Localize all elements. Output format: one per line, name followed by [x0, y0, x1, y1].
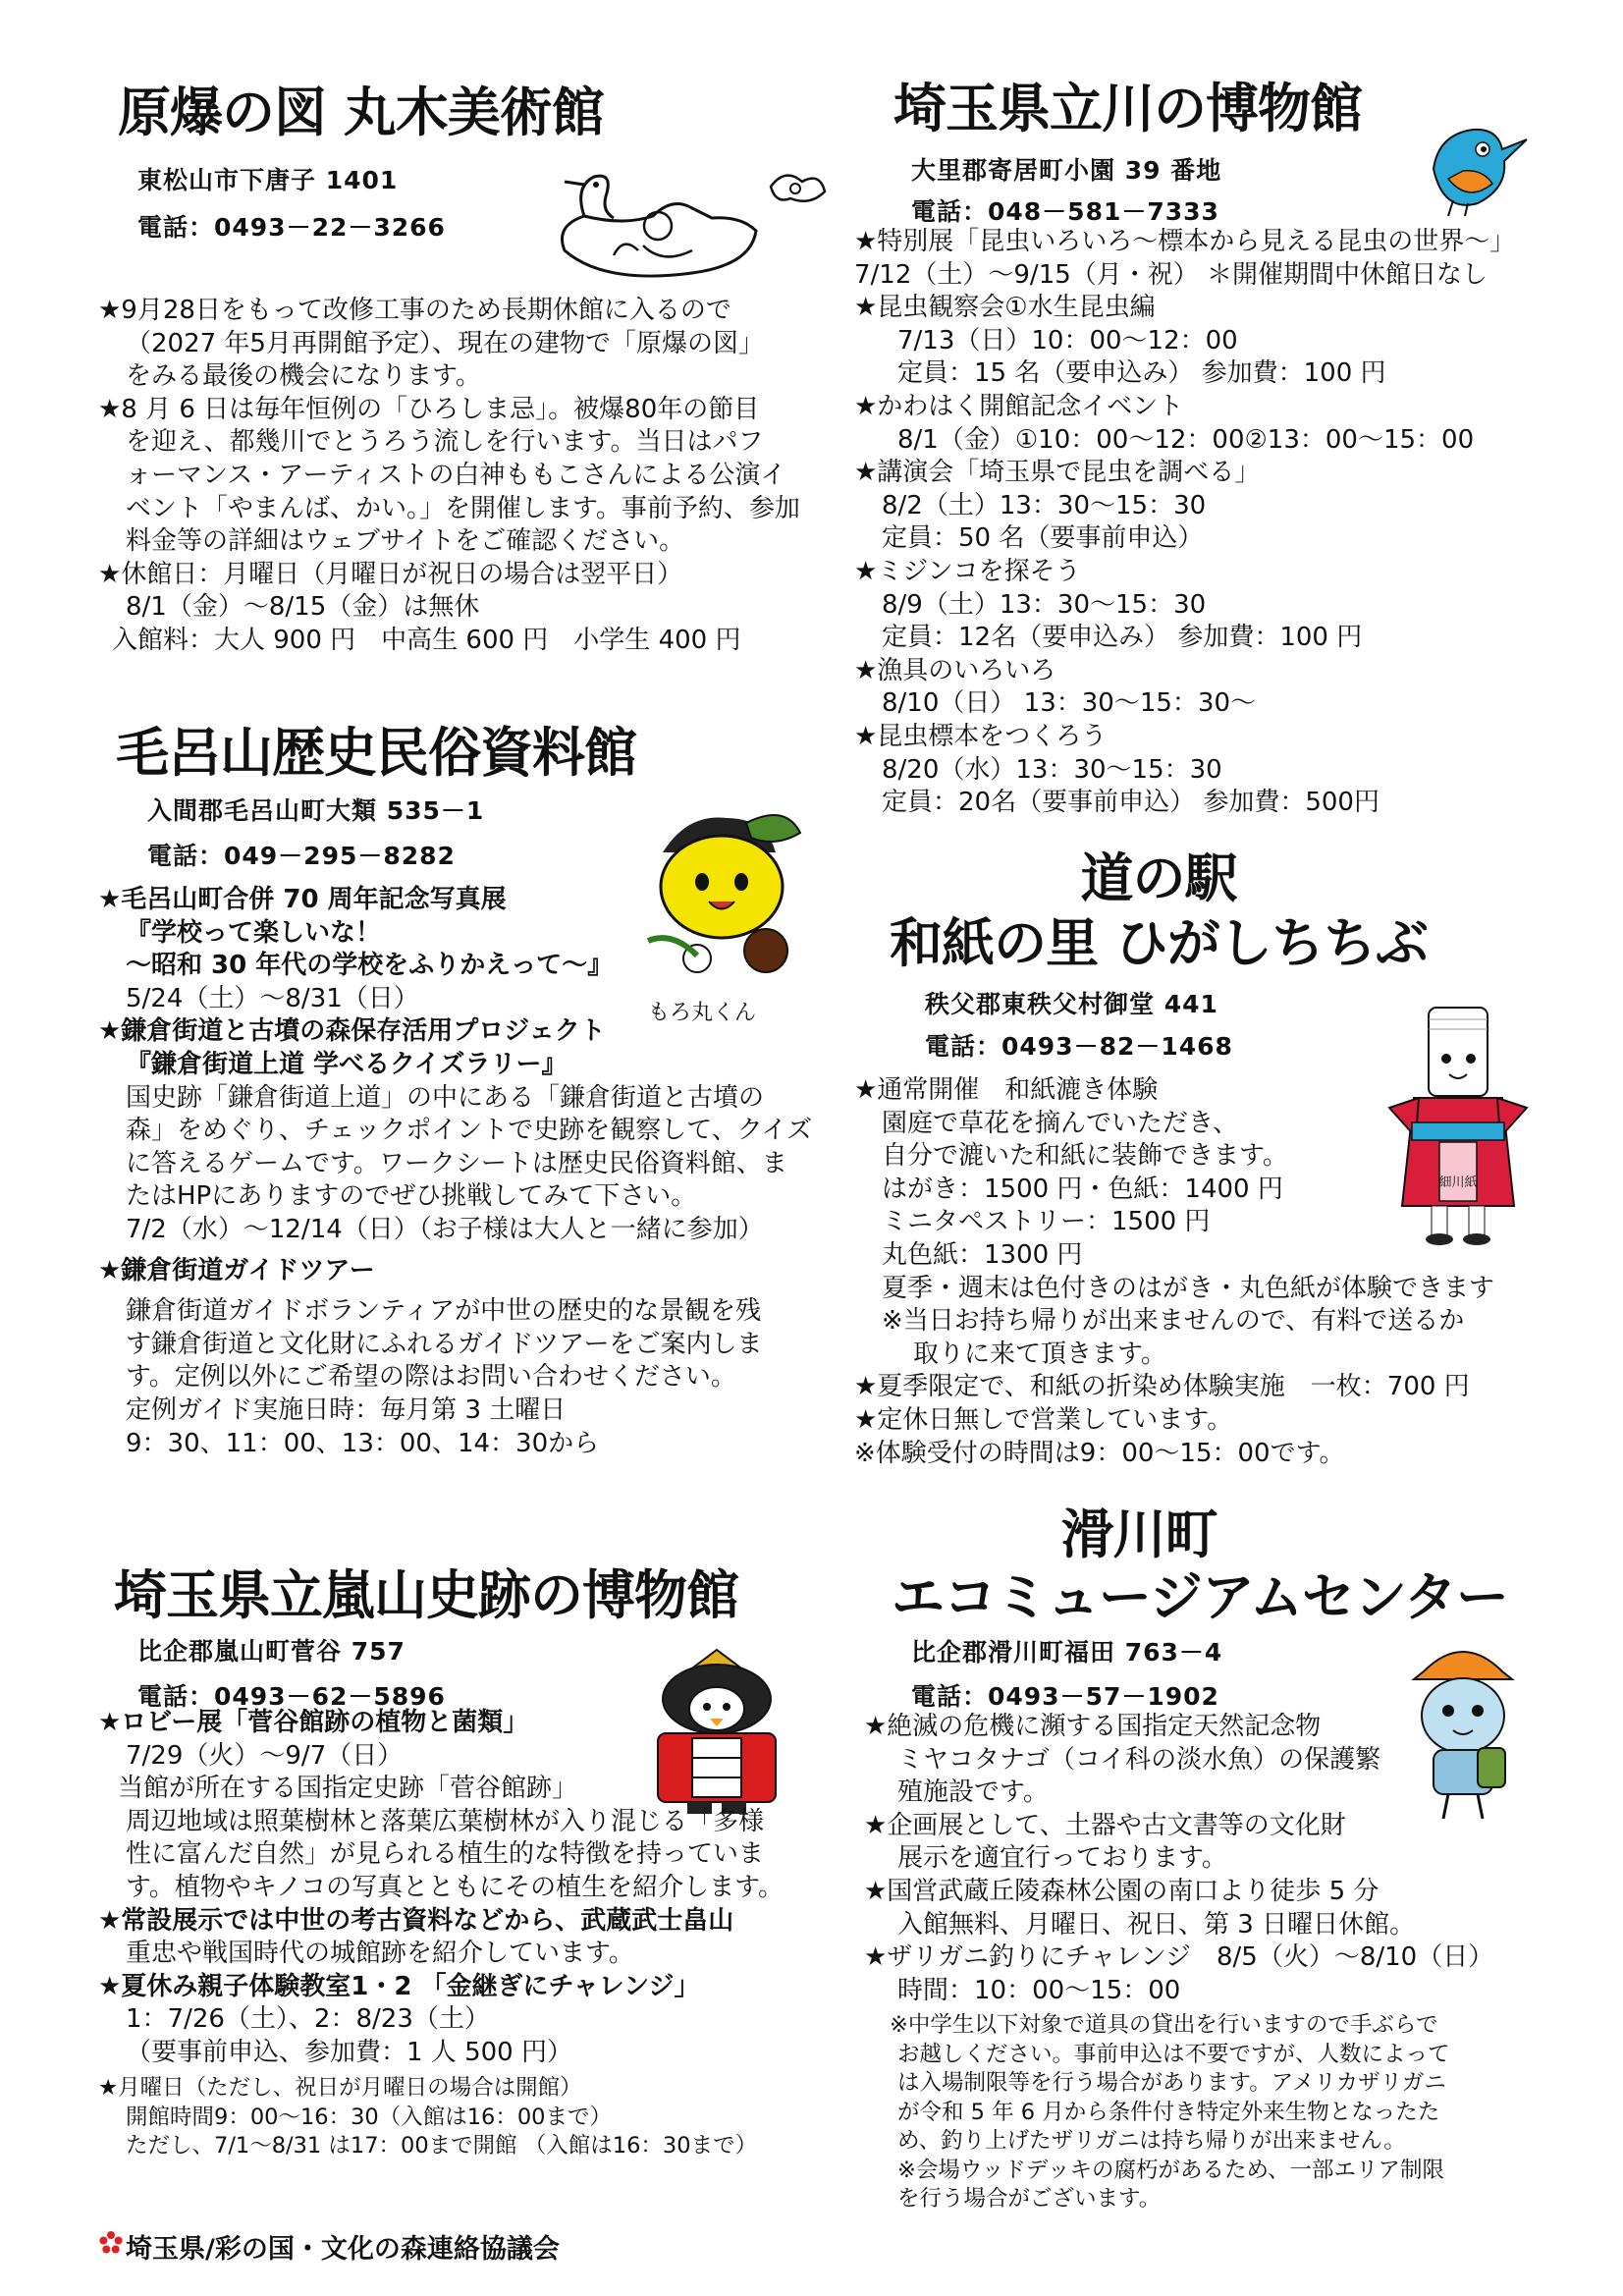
namegawa-line: 殖施設です。: [897, 1777, 1049, 1808]
ranzan-small-line: ただし、7/1～8/31 は17：00まで開館 （入館は16：30まで）: [126, 2133, 758, 2159]
maruki-section: [98, 81, 825, 145]
moroyama-line: 7/2（水）～12/14（日）（お子様は大人と一緒に参加）: [126, 1214, 764, 1244]
washi-line: ★通常開催 和紙漉き体験: [854, 1075, 1159, 1105]
moroyama-phone: 電話：049－295－8282: [147, 842, 456, 870]
ranzan-line: 7/29（火）～9/7（日）: [126, 1740, 404, 1771]
moroyama-address: 入間郡毛呂山町大類 535－1: [147, 796, 485, 825]
maruki-line: （2027 年5月再開館予定）、現在の建物で「原爆の図」: [126, 328, 764, 358]
tachikawa-line: ★昆虫標本をつくろう: [854, 721, 1108, 751]
ranzan-line: す。植物やキノコの写真とともにその植生を紹介します。: [126, 1872, 784, 1902]
washi-line: 取りに来て頂きます。: [913, 1339, 1166, 1369]
moroyama-title: 毛呂山歴史民俗資料館: [116, 722, 636, 784]
ranzan-line: ★夏休み親子体験教室1・2 「金継ぎにチャレンジ」: [98, 1971, 700, 2001]
washi-title-line1: 道の駅: [1080, 847, 1237, 909]
kingfisher-illustration: [1414, 110, 1532, 222]
ranzan-address: 比企郡嵐山町菅谷 757: [137, 1637, 406, 1666]
tachikawa-line: ★ミジンコを探そう: [854, 556, 1081, 586]
moroyama-line: 森」をめぐり、チェックポイントで史跡を観察して、クイズ: [126, 1116, 813, 1146]
washi-line: ★定休日無しで営業しています。: [854, 1404, 1233, 1435]
tachikawa-line: 8/20（水）13：30～15：30: [882, 754, 1222, 785]
maruki-line: ォーマンス・アーティストの白神ももこさんによる公演イ: [126, 460, 786, 490]
washi-title-line2: 和紙の里 ひがしちちぶ: [890, 912, 1428, 974]
ranzan-small-notes: [98, 2074, 825, 2161]
washi-body: [854, 1074, 1532, 1470]
namegawa-line: ★ザリガニ釣りにチャレンジ 8/5（火）～8/10（日）: [864, 1942, 1494, 1973]
tachikawa-line: 定員：15 名（要申込み） 参加費：100 円: [897, 358, 1386, 389]
tachikawa-line: ★講演会「埼玉県で昆虫を調べる」: [854, 458, 1261, 488]
moroyama-line: 9：30、11：00、13：00、14：30から: [126, 1428, 600, 1458]
maruki-line: ★休館日：月曜日（月曜日が祝日の場合は翌平日）: [98, 559, 683, 589]
namegawa-small-line: お越しください。事前申込は不要ですが、人数によって: [897, 2041, 1450, 2067]
namegawa-line: ★企画展として、土器や古文書等の文化財: [864, 1810, 1346, 1840]
namegawa-phone: 電話：0493－57－1902: [911, 1682, 1219, 1711]
moroyama-line: 鎌倉街道ガイドボランティアが中世の歴史的な景観を残: [126, 1296, 762, 1327]
ranzan-line: 周辺地域は照葉樹林と落葉広葉樹林が入り混じる「多様: [126, 1806, 765, 1836]
namegawa-line: ★絶滅の危機に瀕する国指定天然記念物: [864, 1712, 1322, 1741]
moroyama-line: 国史跡「鎌倉街道上道」の中にある「鎌倉街道と古墳の: [126, 1082, 765, 1113]
moroyama-line: す。定例以外にご希望の際はお問い合わせください。: [126, 1362, 736, 1393]
washi-line: ※当日お持ち帰りが出来ませんので、有料で送るか: [882, 1306, 1465, 1337]
moroyama-line: 『学校って楽しいな！: [126, 917, 382, 948]
ranzan-line: 重忠や戦国時代の城館跡を紹介しています。: [126, 1939, 634, 1969]
maruki-line: 料金等の詳細はウェブサイトをご確認ください。: [126, 526, 685, 557]
washi-line: 園庭で草花を摘んでいただき、: [882, 1108, 1238, 1138]
moroyama-line: ★毛呂山町合併 70 周年記念写真展: [98, 885, 507, 914]
namegawa-line: 展示を適宜行っております。: [897, 1843, 1227, 1874]
namegawa-small-line: め、釣り上げたザリガニは持ち帰りが出来ません。: [897, 2128, 1406, 2154]
tachikawa-body: [854, 226, 1532, 820]
moroyama-line: 5/24（土）～8/31（日）: [126, 983, 419, 1013]
namegawa-small-line: を行う場合がございます。: [897, 2186, 1162, 2212]
namegawa-small-line: ※中学生以下対象で道具の貸出を行いますので手ぶらで: [890, 2012, 1438, 2038]
moroyama-line: たはHPにありますのでぜひ挑戦してみて下さい。: [126, 1181, 697, 1212]
maruki-line: をみる最後の機会になります。: [126, 361, 481, 392]
tachikawa-line: ★昆虫観察会①水生昆虫編: [854, 293, 1156, 323]
ranzan-phone: 電話：0493－62－5896: [137, 1682, 446, 1711]
washi-line: 夏季・週末は色付きのはがき・丸色紙が体験できます: [882, 1273, 1495, 1303]
namegawa-body: [854, 1711, 1532, 2007]
tachikawa-line: 7/12（土）～9/15（月・祝） ＊開催期間中休館日なし: [854, 259, 1488, 290]
namegawa-line: 入館無料、月曜日、祝日、第 3 日曜日休館。: [897, 1909, 1416, 1940]
moroyama-body: [98, 884, 825, 1460]
ranzan-line: 当館が所在する国指定史跡「菅谷館跡」: [118, 1774, 578, 1804]
maruki-phone: 電話：0493－22－3266: [137, 213, 446, 242]
moroyama-line: す鎌倉街道と文化財にふれるガイドツアーをご案内しま: [126, 1329, 763, 1359]
washi-phone: 電話：0493－82－1468: [925, 1032, 1233, 1061]
washi-line: はがき：1500 円・色紙：1400 円: [882, 1174, 1283, 1204]
moroyama-line: 定例ガイド実施日時：毎月第 3 土曜日: [126, 1394, 567, 1425]
maruki-address: 東松山市下唐子 1401: [137, 166, 399, 194]
washi-line: ミニタペストリー：1500 円: [882, 1207, 1211, 1237]
moromaru-caption: もろ丸くん: [648, 1001, 757, 1025]
footer-org-name: 埼玉県/彩の国・文化の森連絡協議会: [126, 2234, 560, 2265]
tachikawa-line: 8/10（日） 13：30～15：30～: [882, 688, 1256, 719]
ranzan-line: 性に富んだ自然」が見られる植生的な特徴を持っていま: [126, 1839, 765, 1870]
tachikawa-line: 8/9（土）13：30～15：30: [882, 589, 1207, 620]
ranzan-line: 1：7/26（土）、2：8/23（土）: [126, 2004, 490, 2035]
tachikawa-line: 定員：12名（要申込み） 参加費：100 円: [882, 623, 1363, 653]
namegawa-title-line2: エコミュージアムセンター: [892, 1566, 1508, 1628]
moroyama-line: ★鎌倉街道と古墳の森保存活用プロジェクト: [98, 1016, 606, 1047]
tachikawa-address: 大里郡寄居町小園 39 番地: [911, 156, 1222, 185]
ranzan-line: ★常設展示では中世の考古資料などから、武蔵武士畠山: [98, 1905, 734, 1936]
tachikawa-line: ★かわはく開館記念イベント: [854, 391, 1184, 421]
washi-address: 秩父郡東秩父村御堂 441: [925, 990, 1218, 1018]
tachikawa-line: 定員：50 名（要事前申込）: [882, 523, 1204, 554]
moroyama-line: に答えるゲームです。ワークシートは歴史民俗資料館、ま: [126, 1148, 787, 1178]
washi-line: ★夏季限定で、和紙の折染め体験実施 一枚：700 円: [854, 1372, 1470, 1402]
namegawa-line: ミヤコタナゴ（コイ科の淡水魚）の保護繁: [897, 1744, 1381, 1775]
maruki-line: 入館料：大人 900 円 中高生 600 円 小学生 400 円: [112, 625, 741, 655]
maruki-line: を迎え、都幾川でとうろう流しを行います。当日はパフ: [126, 427, 764, 458]
washi-line: ※体験受付の時間は9：00～15：00です。: [854, 1438, 1345, 1468]
flower-logo-icon: [98, 2230, 124, 2260]
tachikawa-line: 8/2（土）13：30～15：30: [882, 490, 1207, 520]
ranzan-small-line: ★月曜日（ただし、祝日が月曜日の場合は開館）: [98, 2075, 582, 2101]
namegawa-line: 時間：10：00～15：00: [897, 1975, 1181, 2005]
maruki-body: [98, 295, 825, 658]
tachikawa-line: 定員：20名（要事前申込） 参加費：500円: [882, 788, 1380, 818]
washi-line: 自分で漉いた和紙に装飾できます。: [882, 1141, 1288, 1172]
namegawa-line: ★国営武蔵丘陵森林公園の南口より徒歩 5 分: [864, 1876, 1380, 1906]
namegawa-small-notes: [854, 2011, 1532, 2214]
maruki-line: ★9月28日をもって改修工事のため長期休館に入るので: [98, 296, 731, 325]
moroyama-line: ～昭和 30 年代の学校をふりかえって～』: [126, 951, 614, 981]
ranzan-body: [98, 1707, 825, 2070]
namegawa-address: 比企郡滑川町福田 763－4: [911, 1638, 1223, 1667]
tachikawa-line: 8/1（金）①10：00～12：00②13：00～15：00: [897, 424, 1475, 455]
namegawa-small-line: は入場制限等を行う場合があります。アメリカザリガニ: [897, 2070, 1446, 2096]
tachikawa-title: 埼玉県立川の博物館: [893, 78, 1362, 139]
ranzan-line: （要事前申込、参加費：1 人 500 円）: [126, 2037, 572, 2067]
tachikawa-line: ★漁具のいろいろ: [854, 655, 1056, 685]
tachikawa-phone: 電話：048－581－7333: [911, 197, 1219, 226]
tachikawa-line: ★特別展「昆虫いろいろ～標本から見える昆虫の世界～」: [854, 227, 1516, 256]
swan-illustration: [545, 157, 839, 289]
ranzan-title: 埼玉県立嵐山史跡の博物館: [114, 1564, 738, 1626]
namegawa-small-line: ※会場ウッドデッキの腐朽があるため、一部エリア制限: [897, 2157, 1445, 2183]
maruki-line: 8/1（金）～8/15（金）は無休: [126, 592, 480, 623]
tachikawa-line: 7/13（日）10：00～12：00: [897, 325, 1238, 355]
maruki-line: ★8 月 6 日は毎年恒例の「ひろしま忌」。被爆80年の節目: [98, 394, 760, 424]
washi-mascot-label: 細川紙: [1438, 1175, 1478, 1190]
namegawa-small-line: が令和 5 年 6 月から条件付き特定外来生物となったた: [897, 2099, 1440, 2125]
namegawa-title-line1: 滑川町: [1060, 1503, 1217, 1565]
ranzan-line: ★ロビー展「菅谷館跡の植物と菌類」: [98, 1708, 529, 1737]
moroyama-line: 『鎌倉街道上道 学べるクイズラリー』: [126, 1049, 568, 1079]
ranzan-small-line: 開館時間9：00～16：30（入館は16：00まで）: [126, 2104, 612, 2130]
washi-line: 丸色紙：1300 円: [882, 1239, 1083, 1270]
moroyama-line: ★鎌倉街道ガイドツアー: [98, 1255, 375, 1285]
maruki-title: 原爆の図 丸木美術館: [118, 82, 604, 143]
maruki-line: ベント「やまんば、かい。」を開催します。事前予約、参加: [126, 493, 800, 523]
